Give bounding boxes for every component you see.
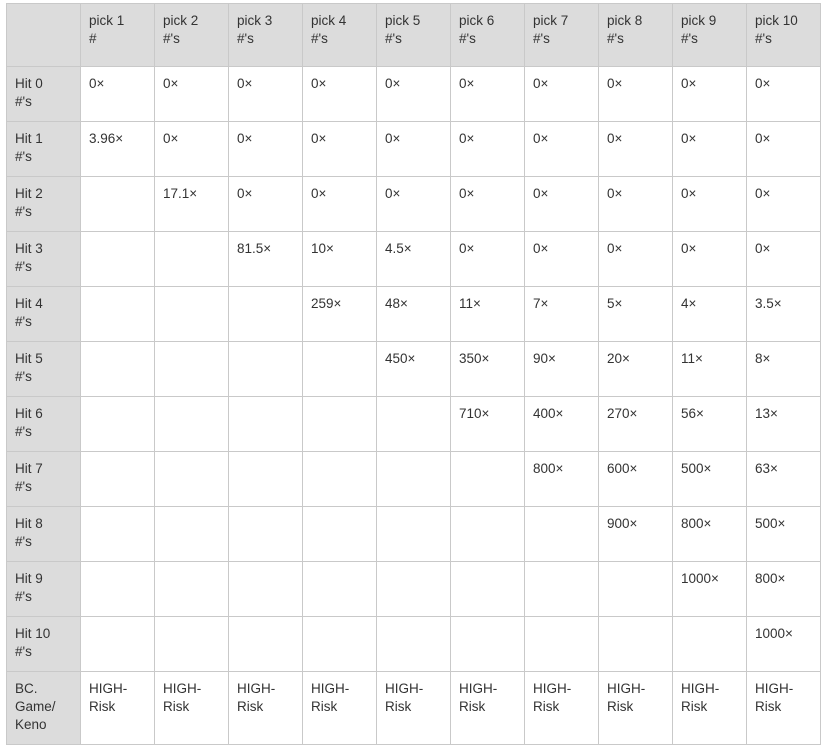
row-label-hit-8: Hit 8 #'s — [7, 507, 81, 562]
table-row — [7, 397, 821, 452]
table-row — [7, 287, 821, 342]
column-header-pick-9: pick 9 #'s — [673, 4, 747, 67]
payout-cell — [229, 617, 303, 672]
payout-cell: 8× — [747, 342, 821, 397]
payout-cell — [155, 562, 229, 617]
payout-cell — [229, 397, 303, 452]
column-header-pick-8: pick 8 #'s — [599, 4, 673, 67]
payout-cell: 17.1× — [155, 177, 229, 232]
payout-cell: 710× — [451, 397, 525, 452]
payout-cell — [81, 562, 155, 617]
payout-cell: 13× — [747, 397, 821, 452]
payout-cell: 0× — [673, 177, 747, 232]
column-header-pick-2: pick 2 #'s — [155, 4, 229, 67]
payout-cell: 0× — [303, 67, 377, 122]
column-header-pick-10: pick 10 #'s — [747, 4, 821, 67]
payout-cell — [155, 397, 229, 452]
payout-cell: 0× — [81, 67, 155, 122]
payout-cell — [229, 507, 303, 562]
table-row — [7, 562, 821, 617]
column-header-pick-5: pick 5 #'s — [377, 4, 451, 67]
payout-cell — [229, 287, 303, 342]
payout-cell: 0× — [155, 122, 229, 177]
risk-cell: HIGH-Risk — [525, 672, 599, 745]
payout-cell — [377, 397, 451, 452]
table-row — [7, 617, 821, 672]
risk-cell: HIGH-Risk — [747, 672, 821, 745]
payout-cell — [377, 617, 451, 672]
table-row — [7, 177, 821, 232]
row-label-hit-7: Hit 7 #'s — [7, 452, 81, 507]
payout-cell — [229, 452, 303, 507]
payout-cell: 0× — [377, 67, 451, 122]
payout-cell: 259× — [303, 287, 377, 342]
payout-cell — [525, 507, 599, 562]
payout-cell: 0× — [525, 177, 599, 232]
table-row — [7, 342, 821, 397]
payout-cell: 0× — [673, 67, 747, 122]
row-label-hit-10: Hit 10 #'s — [7, 617, 81, 672]
payout-cell: 48× — [377, 287, 451, 342]
payout-cell — [525, 617, 599, 672]
payout-cell — [303, 562, 377, 617]
payout-cell — [81, 452, 155, 507]
risk-cell: HIGH-Risk — [303, 672, 377, 745]
payout-cell: 90× — [525, 342, 599, 397]
payout-cell — [155, 617, 229, 672]
payout-cell: 0× — [747, 67, 821, 122]
payout-cell: 0× — [451, 177, 525, 232]
payout-cell: 56× — [673, 397, 747, 452]
payout-cell — [81, 232, 155, 287]
payout-cell — [155, 342, 229, 397]
payout-cell: 0× — [229, 177, 303, 232]
payout-cell — [229, 562, 303, 617]
payout-cell: 0× — [377, 122, 451, 177]
payout-cell — [451, 452, 525, 507]
table-row — [7, 122, 821, 177]
payout-cell — [599, 562, 673, 617]
column-header-pick-1: pick 1 # — [81, 4, 155, 67]
risk-cell: HIGH-Risk — [229, 672, 303, 745]
payout-cell: 0× — [155, 67, 229, 122]
payout-cell: 0× — [303, 122, 377, 177]
payout-cell: 0× — [599, 177, 673, 232]
payout-cell — [155, 232, 229, 287]
payout-cell: 3.5× — [747, 287, 821, 342]
payout-cell: 0× — [451, 67, 525, 122]
column-header-pick-3: pick 3 #'s — [229, 4, 303, 67]
row-label-hit-0: Hit 0 #'s — [7, 67, 81, 122]
payout-cell — [303, 397, 377, 452]
payout-cell: 4× — [673, 287, 747, 342]
payout-cell: 0× — [747, 232, 821, 287]
payout-cell — [155, 507, 229, 562]
payout-cell: 800× — [747, 562, 821, 617]
risk-cell: HIGH-Risk — [155, 672, 229, 745]
risk-cell: HIGH-Risk — [377, 672, 451, 745]
payout-cell: 500× — [747, 507, 821, 562]
payout-cell — [81, 342, 155, 397]
column-header-pick-4: pick 4 #'s — [303, 4, 377, 67]
payout-cell: 500× — [673, 452, 747, 507]
payout-cell — [229, 342, 303, 397]
payout-cell — [155, 452, 229, 507]
payout-cell: 4.5× — [377, 232, 451, 287]
risk-cell: HIGH-Risk — [599, 672, 673, 745]
payout-cell: 350× — [451, 342, 525, 397]
risk-cell: HIGH-Risk — [81, 672, 155, 745]
payout-cell: 3.96× — [81, 122, 155, 177]
payout-cell — [303, 342, 377, 397]
payout-cell — [451, 507, 525, 562]
payout-cell: 11× — [673, 342, 747, 397]
payout-cell — [673, 617, 747, 672]
table-row — [7, 452, 821, 507]
payout-cell: 0× — [303, 177, 377, 232]
payout-cell: 0× — [525, 67, 599, 122]
column-header-pick-7: pick 7 #'s — [525, 4, 599, 67]
payout-cell: 0× — [377, 177, 451, 232]
payout-cell — [451, 562, 525, 617]
table-footer-row — [7, 672, 821, 745]
row-label-hit-4: Hit 4 #'s — [7, 287, 81, 342]
column-header-pick-6: pick 6 #'s — [451, 4, 525, 67]
payout-cell — [81, 397, 155, 452]
table-corner-cell — [7, 4, 81, 67]
row-label-hit-3: Hit 3 #'s — [7, 232, 81, 287]
payout-cell — [303, 507, 377, 562]
payout-cell: 0× — [525, 122, 599, 177]
payout-cell: 5× — [599, 287, 673, 342]
payout-cell: 450× — [377, 342, 451, 397]
payout-cell: 600× — [599, 452, 673, 507]
payout-cell: 0× — [451, 122, 525, 177]
row-label-hit-5: Hit 5 #'s — [7, 342, 81, 397]
payout-cell: 0× — [229, 122, 303, 177]
payout-cell: 0× — [229, 67, 303, 122]
table-row — [7, 232, 821, 287]
payout-cell — [377, 507, 451, 562]
payout-cell — [81, 177, 155, 232]
payout-cell: 1000× — [747, 617, 821, 672]
risk-cell: HIGH-Risk — [673, 672, 747, 745]
table-header — [7, 4, 821, 67]
payout-cell: 81.5× — [229, 232, 303, 287]
row-label-source: BC. Game/ Keno — [7, 672, 81, 745]
keno-payout-table — [6, 3, 821, 745]
payout-cell: 400× — [525, 397, 599, 452]
payout-cell: 900× — [599, 507, 673, 562]
payout-cell: 20× — [599, 342, 673, 397]
row-label-hit-9: Hit 9 #'s — [7, 562, 81, 617]
table-row — [7, 507, 821, 562]
payout-cell: 1000× — [673, 562, 747, 617]
payout-cell — [377, 562, 451, 617]
table-row — [7, 67, 821, 122]
payout-cell: 0× — [673, 122, 747, 177]
payout-cell — [525, 562, 599, 617]
payout-cell: 0× — [599, 122, 673, 177]
row-label-hit-1: Hit 1 #'s — [7, 122, 81, 177]
row-label-hit-2: Hit 2 #'s — [7, 177, 81, 232]
payout-cell: 0× — [599, 67, 673, 122]
payout-cell: 11× — [451, 287, 525, 342]
payout-cell — [377, 452, 451, 507]
row-label-hit-6: Hit 6 #'s — [7, 397, 81, 452]
payout-cell — [303, 452, 377, 507]
payout-cell: 0× — [451, 232, 525, 287]
payout-cell: 0× — [525, 232, 599, 287]
payout-cell: 63× — [747, 452, 821, 507]
payout-cell: 0× — [599, 232, 673, 287]
payout-cell: 0× — [747, 177, 821, 232]
payout-cell: 10× — [303, 232, 377, 287]
payout-cell — [155, 287, 229, 342]
payout-cell: 270× — [599, 397, 673, 452]
risk-cell: HIGH-Risk — [451, 672, 525, 745]
payout-cell — [81, 617, 155, 672]
payout-cell — [303, 617, 377, 672]
payout-cell: 0× — [747, 122, 821, 177]
payout-cell: 800× — [525, 452, 599, 507]
payout-cell — [81, 507, 155, 562]
table-body — [7, 67, 821, 745]
header-row — [7, 4, 821, 67]
payout-cell — [451, 617, 525, 672]
payout-cell: 7× — [525, 287, 599, 342]
payout-cell — [81, 287, 155, 342]
payout-cell: 0× — [673, 232, 747, 287]
payout-cell: 800× — [673, 507, 747, 562]
payout-cell — [599, 617, 673, 672]
